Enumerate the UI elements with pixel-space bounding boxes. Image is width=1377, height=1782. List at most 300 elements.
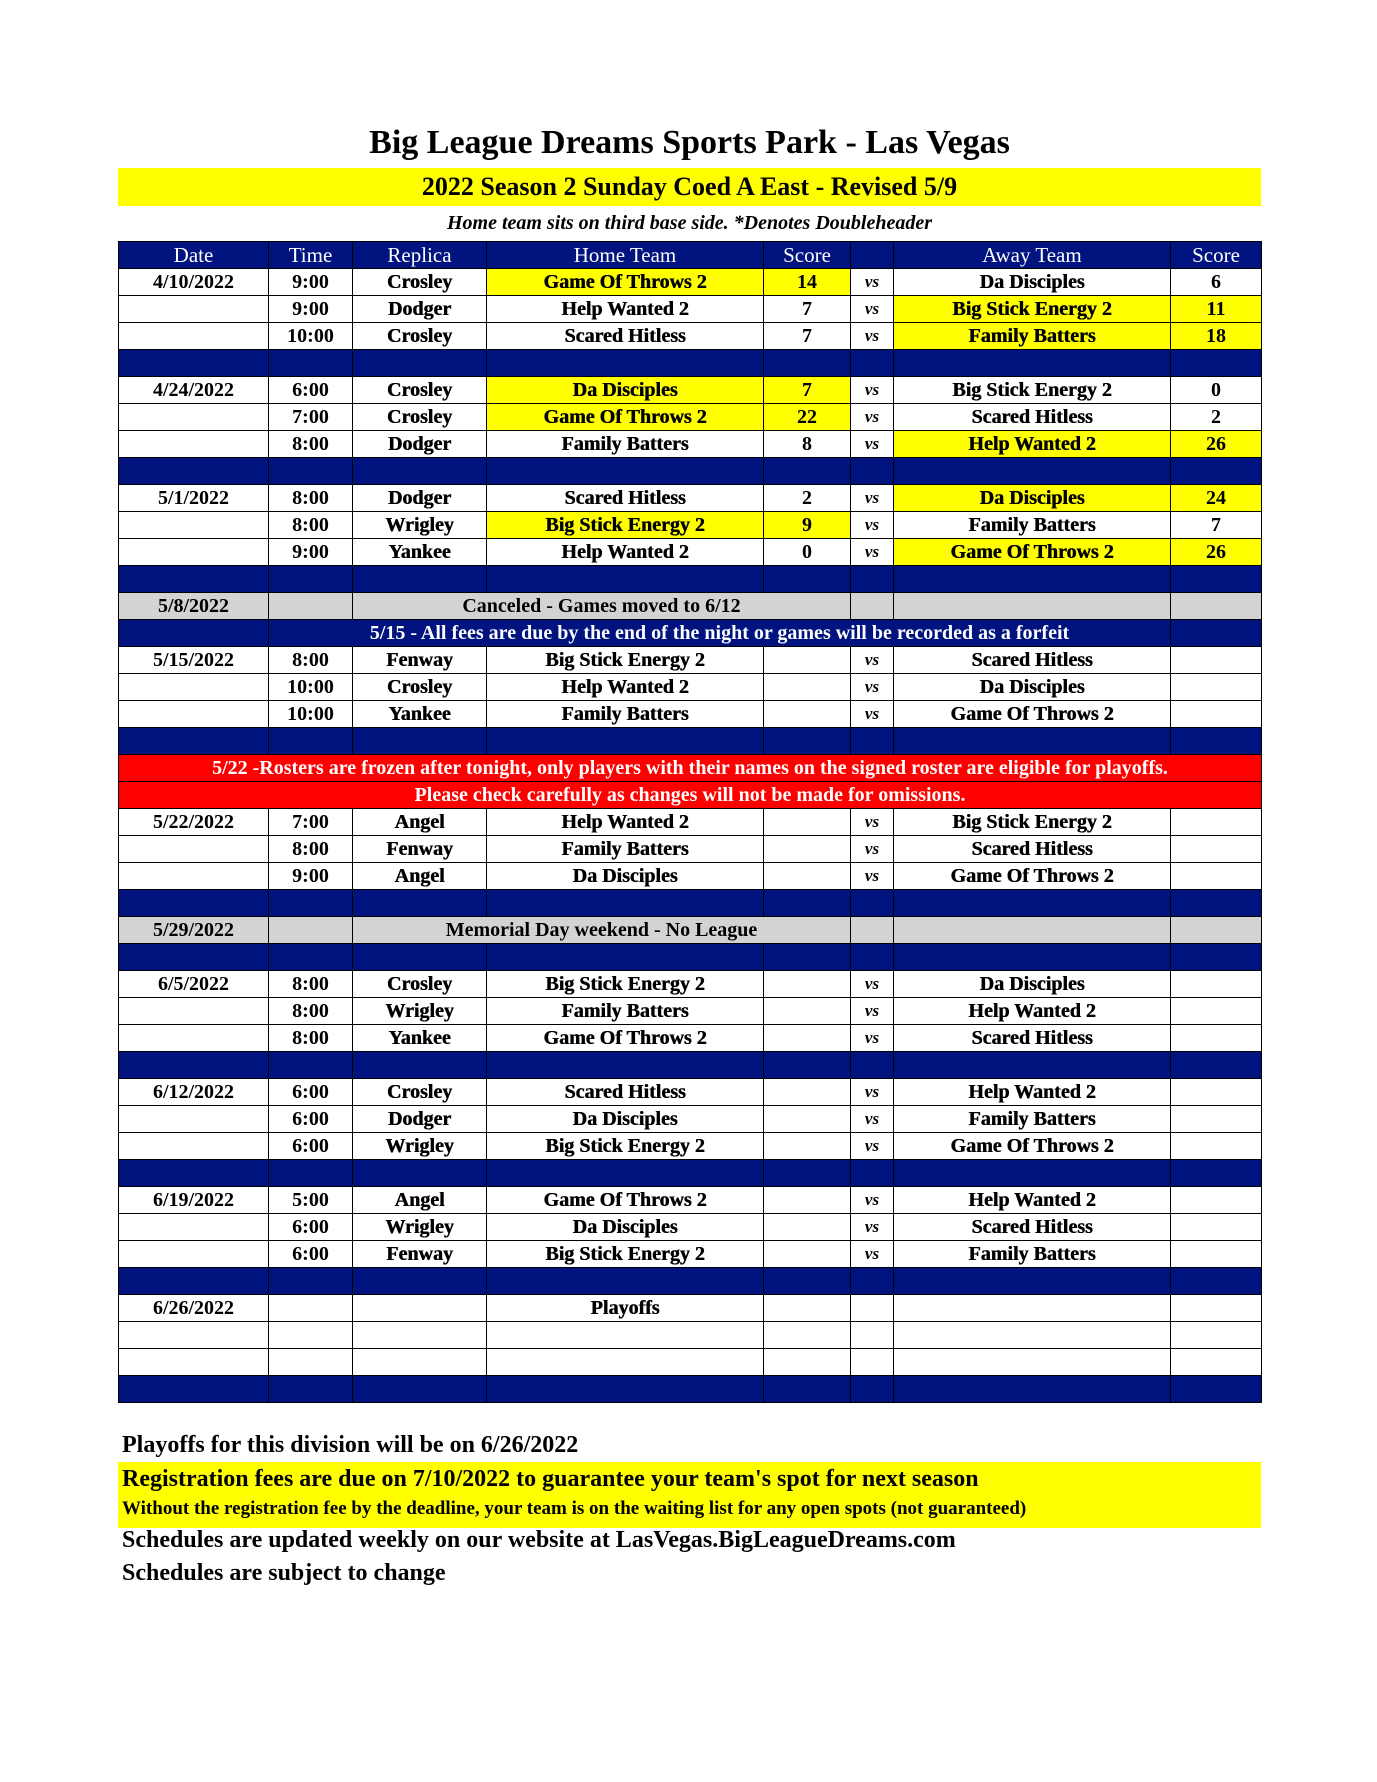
separator-cell bbox=[119, 350, 269, 377]
away-team: Scared Hitless bbox=[894, 647, 1171, 674]
game-row bbox=[119, 269, 1262, 296]
game-row bbox=[119, 674, 1262, 701]
away-team: Scared Hitless bbox=[894, 1025, 1171, 1052]
rosters-notice-line2: Please check carefully as changes will not be made for omissions. bbox=[119, 782, 1262, 809]
separator-cell bbox=[353, 890, 487, 917]
home-team: Help Wanted 2 bbox=[487, 539, 764, 566]
separator-cell bbox=[269, 1160, 353, 1187]
home-team: Family Batters bbox=[487, 431, 764, 458]
home-score: 14 bbox=[764, 269, 851, 296]
game-date bbox=[119, 1025, 269, 1052]
game-time: 8:00 bbox=[269, 836, 353, 863]
game-row bbox=[119, 1187, 1262, 1214]
empty-row bbox=[119, 1349, 1262, 1376]
table-header-row bbox=[119, 242, 1262, 269]
separator-row bbox=[119, 1052, 1262, 1079]
separator-cell bbox=[119, 890, 269, 917]
website-note: Schedules are updated weekly on our website at LasVegas.BigLeagueDreams.com bbox=[122, 1527, 956, 1553]
separator-cell bbox=[764, 728, 851, 755]
away-team: Scared Hitless bbox=[894, 1214, 1171, 1241]
separator-cell bbox=[764, 458, 851, 485]
vs-label: vs bbox=[851, 863, 894, 890]
home-score bbox=[764, 1241, 851, 1268]
vs-label: vs bbox=[851, 1106, 894, 1133]
game-replica-field: Wrigley bbox=[353, 1214, 487, 1241]
game-time: 8:00 bbox=[269, 971, 353, 998]
game-row bbox=[119, 998, 1262, 1025]
away-score bbox=[1171, 836, 1262, 863]
game-row bbox=[119, 431, 1262, 458]
away-score bbox=[1171, 1133, 1262, 1160]
separator-cell bbox=[1171, 890, 1262, 917]
separator-cell bbox=[764, 1052, 851, 1079]
home-team: Help Wanted 2 bbox=[487, 674, 764, 701]
game-replica-field: Dodger bbox=[353, 296, 487, 323]
game-date bbox=[119, 539, 269, 566]
away-team: Help Wanted 2 bbox=[894, 1079, 1171, 1106]
away-team: Help Wanted 2 bbox=[894, 1187, 1171, 1214]
game-replica-field: Crosley bbox=[353, 377, 487, 404]
separator-cell bbox=[1171, 1052, 1262, 1079]
game-replica-field: Crosley bbox=[353, 1079, 487, 1106]
subject-to-change-note: Schedules are subject to change bbox=[122, 1560, 446, 1586]
separator-cell bbox=[487, 1160, 764, 1187]
home-score bbox=[764, 998, 851, 1025]
game-date bbox=[119, 1133, 269, 1160]
separator-cell bbox=[851, 566, 894, 593]
separator-cell bbox=[851, 350, 894, 377]
away-team: Game Of Throws 2 bbox=[894, 539, 1171, 566]
away-team: Family Batters bbox=[894, 512, 1171, 539]
separator-cell bbox=[487, 944, 764, 971]
separator-cell bbox=[487, 458, 764, 485]
game-replica-field: Yankee bbox=[353, 1025, 487, 1052]
game-date bbox=[119, 296, 269, 323]
canceled-row bbox=[119, 593, 1262, 620]
away-score: 0 bbox=[1171, 377, 1262, 404]
game-row bbox=[119, 971, 1262, 998]
schedule-table bbox=[118, 241, 1262, 1403]
home-team: Big Stick Energy 2 bbox=[487, 1133, 764, 1160]
separator-cell bbox=[269, 1052, 353, 1079]
game-row bbox=[119, 377, 1262, 404]
game-time: 8:00 bbox=[269, 647, 353, 674]
game-row bbox=[119, 1025, 1262, 1052]
game-date bbox=[119, 1214, 269, 1241]
away-score bbox=[1171, 1025, 1262, 1052]
home-team: Game Of Throws 2 bbox=[487, 1025, 764, 1052]
game-row bbox=[119, 512, 1262, 539]
game-replica-field: Yankee bbox=[353, 539, 487, 566]
separator-row bbox=[119, 1376, 1262, 1403]
separator-cell bbox=[894, 566, 1171, 593]
vs-label: vs bbox=[851, 431, 894, 458]
away-score bbox=[1171, 809, 1262, 836]
home-team: Family Batters bbox=[487, 701, 764, 728]
playoffs-row bbox=[119, 1295, 1262, 1322]
game-row bbox=[119, 1079, 1262, 1106]
separator-cell bbox=[119, 1052, 269, 1079]
home-team: Big Stick Energy 2 bbox=[487, 971, 764, 998]
separator-cell bbox=[894, 1268, 1171, 1295]
game-replica-field: Fenway bbox=[353, 647, 487, 674]
home-team: Big Stick Energy 2 bbox=[487, 647, 764, 674]
game-time: 8:00 bbox=[269, 1025, 353, 1052]
separator-cell bbox=[1171, 566, 1262, 593]
separator-row bbox=[119, 1160, 1262, 1187]
separator-cell bbox=[119, 1268, 269, 1295]
separator-cell bbox=[764, 1268, 851, 1295]
away-team: Family Batters bbox=[894, 323, 1171, 350]
game-replica-field: Crosley bbox=[353, 404, 487, 431]
home-score bbox=[764, 701, 851, 728]
away-score bbox=[1171, 971, 1262, 998]
game-date bbox=[119, 1106, 269, 1133]
header-away-team: Away Team bbox=[894, 242, 1171, 269]
special-date: 5/29/2022 bbox=[119, 917, 269, 944]
game-date bbox=[119, 674, 269, 701]
game-replica-field: Fenway bbox=[353, 1241, 487, 1268]
away-team: Da Disciples bbox=[894, 674, 1171, 701]
separator-cell bbox=[894, 458, 1171, 485]
game-date bbox=[119, 512, 269, 539]
vs-label: vs bbox=[851, 674, 894, 701]
away-score: 2 bbox=[1171, 404, 1262, 431]
separator-cell bbox=[1171, 350, 1262, 377]
game-replica-field: Crosley bbox=[353, 323, 487, 350]
game-time: 7:00 bbox=[269, 809, 353, 836]
rosters-row bbox=[119, 755, 1262, 782]
home-score: 7 bbox=[764, 323, 851, 350]
separator-cell bbox=[487, 350, 764, 377]
away-team: Game Of Throws 2 bbox=[894, 1133, 1171, 1160]
separator-cell bbox=[269, 350, 353, 377]
game-replica-field: Dodger bbox=[353, 431, 487, 458]
away-team: Scared Hitless bbox=[894, 404, 1171, 431]
game-date bbox=[119, 1241, 269, 1268]
game-date bbox=[119, 431, 269, 458]
separator-cell bbox=[764, 890, 851, 917]
away-team: Big Stick Energy 2 bbox=[894, 296, 1171, 323]
separator-cell bbox=[851, 1376, 894, 1403]
playoffs-footer-note: Playoffs for this division will be on 6/26/2022 bbox=[122, 1432, 579, 1458]
canceled-text: Canceled - Games moved to 6/12 bbox=[353, 593, 851, 620]
game-time: 10:00 bbox=[269, 701, 353, 728]
game-replica-field: Yankee bbox=[353, 701, 487, 728]
away-score bbox=[1171, 701, 1262, 728]
game-row bbox=[119, 404, 1262, 431]
home-score: 8 bbox=[764, 431, 851, 458]
home-score bbox=[764, 1079, 851, 1106]
separator-cell bbox=[851, 1160, 894, 1187]
separator-cell bbox=[764, 566, 851, 593]
separator-cell bbox=[764, 1160, 851, 1187]
away-team: Help Wanted 2 bbox=[894, 431, 1171, 458]
away-score bbox=[1171, 1079, 1262, 1106]
header-home-score: Score bbox=[764, 242, 851, 269]
away-team: Da Disciples bbox=[894, 485, 1171, 512]
separator-cell bbox=[764, 1376, 851, 1403]
home-score: 9 bbox=[764, 512, 851, 539]
home-score: 0 bbox=[764, 539, 851, 566]
separator-cell bbox=[1171, 1160, 1262, 1187]
separator-row bbox=[119, 566, 1262, 593]
separator-cell bbox=[851, 944, 894, 971]
away-team: Family Batters bbox=[894, 1241, 1171, 1268]
vs-label: vs bbox=[851, 809, 894, 836]
away-score bbox=[1171, 1241, 1262, 1268]
away-score bbox=[1171, 1106, 1262, 1133]
separator-cell bbox=[1171, 1376, 1262, 1403]
playoffs-text: Playoffs bbox=[487, 1295, 764, 1322]
home-score: 22 bbox=[764, 404, 851, 431]
away-score: 26 bbox=[1171, 539, 1262, 566]
away-team: Game Of Throws 2 bbox=[894, 863, 1171, 890]
away-team: Family Batters bbox=[894, 1106, 1171, 1133]
separator-cell bbox=[764, 350, 851, 377]
rosters-notice-line1: 5/22 -Rosters are frozen after tonight, only players with their names on the signed roster are eligible for playoffs. bbox=[119, 755, 1262, 782]
vs-label: vs bbox=[851, 404, 894, 431]
separator-cell bbox=[119, 1376, 269, 1403]
separator-cell bbox=[851, 728, 894, 755]
home-score: 2 bbox=[764, 485, 851, 512]
game-time: 5:00 bbox=[269, 1187, 353, 1214]
separator-cell bbox=[119, 566, 269, 593]
memorial-text: Memorial Day weekend - No League bbox=[353, 917, 851, 944]
vs-label: vs bbox=[851, 512, 894, 539]
fees-notice-row bbox=[119, 620, 1262, 647]
vs-label: vs bbox=[851, 1079, 894, 1106]
home-score: 7 bbox=[764, 296, 851, 323]
away-score bbox=[1171, 863, 1262, 890]
separator-cell bbox=[1171, 728, 1262, 755]
separator-cell bbox=[119, 944, 269, 971]
home-team: Big Stick Energy 2 bbox=[487, 1241, 764, 1268]
empty-row bbox=[119, 1322, 1262, 1349]
home-team: Help Wanted 2 bbox=[487, 296, 764, 323]
separator-cell bbox=[269, 728, 353, 755]
separator-cell bbox=[894, 350, 1171, 377]
vs-label: vs bbox=[851, 539, 894, 566]
game-row bbox=[119, 1133, 1262, 1160]
separator-cell bbox=[487, 890, 764, 917]
home-score bbox=[764, 971, 851, 998]
game-replica-field: Dodger bbox=[353, 1106, 487, 1133]
home-team: Scared Hitless bbox=[487, 485, 764, 512]
away-score bbox=[1171, 998, 1262, 1025]
game-row bbox=[119, 1214, 1262, 1241]
separator-cell bbox=[119, 1160, 269, 1187]
game-date bbox=[119, 863, 269, 890]
separator-row bbox=[119, 728, 1262, 755]
game-time: 6:00 bbox=[269, 1214, 353, 1241]
game-row bbox=[119, 809, 1262, 836]
separator-row bbox=[119, 944, 1262, 971]
home-score bbox=[764, 863, 851, 890]
separator-cell bbox=[1171, 458, 1262, 485]
separator-cell bbox=[353, 1052, 487, 1079]
game-replica-field: Dodger bbox=[353, 485, 487, 512]
game-date bbox=[119, 323, 269, 350]
game-time: 8:00 bbox=[269, 512, 353, 539]
game-row bbox=[119, 485, 1262, 512]
away-score: 11 bbox=[1171, 296, 1262, 323]
separator-cell bbox=[353, 944, 487, 971]
away-team: Da Disciples bbox=[894, 269, 1171, 296]
header-time: Time bbox=[269, 242, 353, 269]
vs-label: vs bbox=[851, 647, 894, 674]
game-row bbox=[119, 1106, 1262, 1133]
game-date: 6/12/2022 bbox=[119, 1079, 269, 1106]
game-row bbox=[119, 836, 1262, 863]
home-score bbox=[764, 1133, 851, 1160]
separator-cell bbox=[1171, 944, 1262, 971]
separator-row bbox=[119, 458, 1262, 485]
separator-cell bbox=[894, 944, 1171, 971]
registration-note: Registration fees are due on 7/10/2022 to guarantee your team's spot for next season bbox=[122, 1466, 979, 1492]
vs-label: vs bbox=[851, 377, 894, 404]
home-team: Da Disciples bbox=[487, 1214, 764, 1241]
separator-cell bbox=[353, 458, 487, 485]
away-score: 6 bbox=[1171, 269, 1262, 296]
game-replica-field: Wrigley bbox=[353, 512, 487, 539]
game-replica-field: Fenway bbox=[353, 836, 487, 863]
separator-cell bbox=[269, 458, 353, 485]
game-row bbox=[119, 539, 1262, 566]
separator-cell bbox=[353, 350, 487, 377]
home-team: Big Stick Energy 2 bbox=[487, 512, 764, 539]
vs-label: vs bbox=[851, 1187, 894, 1214]
game-time: 6:00 bbox=[269, 1079, 353, 1106]
away-team: Help Wanted 2 bbox=[894, 998, 1171, 1025]
separator-cell bbox=[269, 1376, 353, 1403]
header-date: Date bbox=[119, 242, 269, 269]
home-score bbox=[764, 1025, 851, 1052]
fees-notice-text: 5/15 - All fees are due by the end of the night or games will be recorded as a forfeit bbox=[269, 620, 1171, 647]
game-replica-field: Crosley bbox=[353, 269, 487, 296]
separator-cell bbox=[487, 1052, 764, 1079]
game-replica-field: Wrigley bbox=[353, 1133, 487, 1160]
game-row bbox=[119, 701, 1262, 728]
separator-cell bbox=[894, 1376, 1171, 1403]
separator-cell bbox=[119, 728, 269, 755]
home-score: 7 bbox=[764, 377, 851, 404]
game-date bbox=[119, 701, 269, 728]
division-subtitle: 2022 Season 2 Sunday Coed A East - Revised 5/9 bbox=[118, 168, 1261, 206]
separator-cell bbox=[269, 566, 353, 593]
game-date: 4/24/2022 bbox=[119, 377, 269, 404]
playoffs-date: 6/26/2022 bbox=[119, 1295, 269, 1322]
separator-cell bbox=[353, 1268, 487, 1295]
game-time: 9:00 bbox=[269, 863, 353, 890]
game-time: 8:00 bbox=[269, 998, 353, 1025]
game-time: 9:00 bbox=[269, 269, 353, 296]
away-score bbox=[1171, 1187, 1262, 1214]
separator-cell bbox=[894, 1052, 1171, 1079]
game-row bbox=[119, 863, 1262, 890]
vs-label: vs bbox=[851, 269, 894, 296]
separator-cell bbox=[353, 1376, 487, 1403]
home-team: Da Disciples bbox=[487, 863, 764, 890]
separator-cell bbox=[894, 728, 1171, 755]
game-replica-field: Angel bbox=[353, 809, 487, 836]
game-time: 9:00 bbox=[269, 296, 353, 323]
game-time: 7:00 bbox=[269, 404, 353, 431]
home-score bbox=[764, 809, 851, 836]
separator-cell bbox=[851, 890, 894, 917]
game-time: 6:00 bbox=[269, 1106, 353, 1133]
away-team: Big Stick Energy 2 bbox=[894, 809, 1171, 836]
separator-cell bbox=[269, 890, 353, 917]
away-score: 26 bbox=[1171, 431, 1262, 458]
game-time: 9:00 bbox=[269, 539, 353, 566]
header-home-team: Home Team bbox=[487, 242, 764, 269]
separator-cell bbox=[487, 1376, 764, 1403]
game-time: 10:00 bbox=[269, 674, 353, 701]
memorial-row bbox=[119, 917, 1262, 944]
away-score bbox=[1171, 1214, 1262, 1241]
game-row bbox=[119, 296, 1262, 323]
game-time: 6:00 bbox=[269, 1133, 353, 1160]
vs-label: vs bbox=[851, 1241, 894, 1268]
home-team: Game Of Throws 2 bbox=[487, 1187, 764, 1214]
home-team: Scared Hitless bbox=[487, 323, 764, 350]
away-score bbox=[1171, 647, 1262, 674]
header-replica: Replica bbox=[353, 242, 487, 269]
game-replica-field: Crosley bbox=[353, 971, 487, 998]
game-time: 6:00 bbox=[269, 377, 353, 404]
vs-label: vs bbox=[851, 296, 894, 323]
game-time: 8:00 bbox=[269, 485, 353, 512]
game-date bbox=[119, 404, 269, 431]
home-team: Game Of Throws 2 bbox=[487, 269, 764, 296]
separator-cell bbox=[353, 1160, 487, 1187]
separator-cell bbox=[353, 566, 487, 593]
vs-label: vs bbox=[851, 836, 894, 863]
waiting-list-note: Without the registration fee by the deadline, your team is on the waiting list for any open spots (not guaranteed) bbox=[122, 1498, 1027, 1519]
away-score bbox=[1171, 674, 1262, 701]
game-row bbox=[119, 1241, 1262, 1268]
home-team: Help Wanted 2 bbox=[487, 809, 764, 836]
separator-row bbox=[119, 350, 1262, 377]
game-date: 6/5/2022 bbox=[119, 971, 269, 998]
separator-cell bbox=[894, 1160, 1171, 1187]
separator-cell bbox=[487, 566, 764, 593]
header-away-score: Score bbox=[1171, 242, 1262, 269]
game-date: 5/15/2022 bbox=[119, 647, 269, 674]
special-date: 5/8/2022 bbox=[119, 593, 269, 620]
home-score bbox=[764, 1106, 851, 1133]
game-replica-field: Crosley bbox=[353, 674, 487, 701]
away-score: 24 bbox=[1171, 485, 1262, 512]
separator-cell bbox=[487, 728, 764, 755]
home-team: Scared Hitless bbox=[487, 1079, 764, 1106]
away-team: Da Disciples bbox=[894, 971, 1171, 998]
home-team: Game Of Throws 2 bbox=[487, 404, 764, 431]
separator-cell bbox=[269, 944, 353, 971]
game-date: 5/22/2022 bbox=[119, 809, 269, 836]
game-date bbox=[119, 998, 269, 1025]
game-replica-field: Angel bbox=[353, 863, 487, 890]
vs-label: vs bbox=[851, 1133, 894, 1160]
game-date: 5/1/2022 bbox=[119, 485, 269, 512]
separator-row bbox=[119, 1268, 1262, 1295]
vs-label: vs bbox=[851, 1214, 894, 1241]
away-score: 18 bbox=[1171, 323, 1262, 350]
separator-cell bbox=[894, 890, 1171, 917]
away-score: 7 bbox=[1171, 512, 1262, 539]
vs-label: vs bbox=[851, 971, 894, 998]
